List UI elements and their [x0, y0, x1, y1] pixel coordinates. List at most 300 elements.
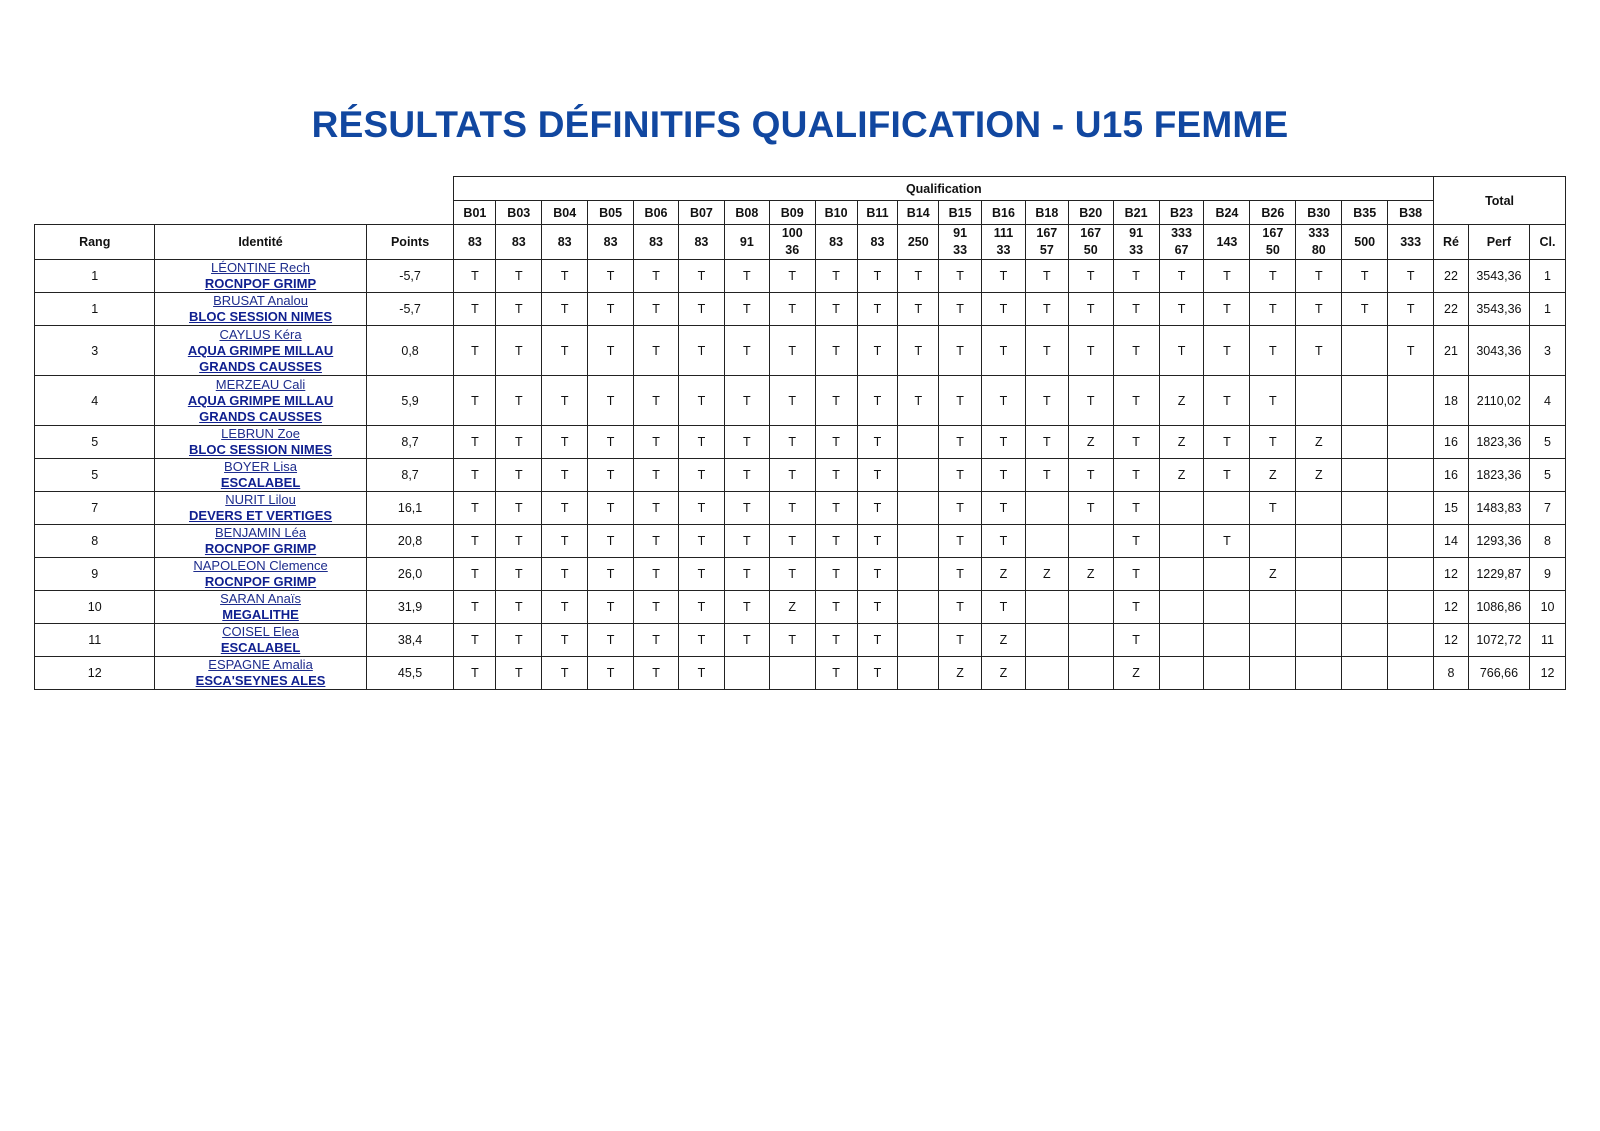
bloc-value-line: 167	[1262, 226, 1284, 240]
bloc-header: B05	[588, 201, 634, 225]
page-title: RÉSULTATS DÉFINITIFS QUALIFICATION - U15 FEMME	[311, 104, 1289, 145]
athlete-name-link[interactable]: NAPOLEON Clemence	[193, 558, 328, 573]
result-cell: Z	[982, 558, 1026, 591]
result-cell: T	[634, 558, 679, 591]
bloc-value-line: 83	[870, 234, 885, 249]
result-cell: T	[857, 426, 898, 459]
points-cell: 20,8	[366, 525, 454, 558]
result-cell: T	[898, 293, 939, 326]
bloc-value	[1250, 225, 1296, 260]
result-cell: T	[454, 326, 496, 376]
result-cell	[1342, 624, 1388, 657]
table-row	[35, 558, 1566, 591]
club-link[interactable]: AQUA GRIMPE MILLAU	[187, 342, 334, 358]
re-cell: 12	[1434, 624, 1469, 657]
rang-cell: 9	[35, 558, 155, 591]
bloc-value-line: 83	[649, 234, 663, 249]
bloc-header: B38	[1388, 201, 1434, 225]
result-cell: T	[588, 591, 634, 624]
athlete-name-link[interactable]: CAYLUS Kéra	[219, 326, 302, 342]
re-header: Ré	[1434, 225, 1469, 260]
result-cell: T	[634, 525, 679, 558]
result-cell: T	[1204, 293, 1250, 326]
bloc-value	[454, 225, 496, 260]
result-cell: T	[588, 376, 634, 426]
athlete-name-link[interactable]: NURIT Lilou	[225, 492, 296, 507]
result-cell	[1296, 624, 1342, 657]
result-cell: T	[724, 492, 769, 525]
cl-cell: 10	[1530, 591, 1566, 624]
club-link[interactable]: ESCALABEL	[220, 640, 301, 655]
result-cell: T	[454, 459, 496, 492]
result-cell: T	[769, 260, 815, 293]
cl-cell: 4	[1530, 376, 1566, 426]
points-cell: 31,9	[366, 591, 454, 624]
result-cell: T	[542, 624, 588, 657]
result-cell: T	[1068, 376, 1113, 426]
athlete-name-link[interactable]: BENJAMIN Léa	[215, 525, 307, 540]
header-blank	[35, 201, 454, 225]
re-cell: 16	[1434, 426, 1469, 459]
club-link[interactable]: ESCALABEL	[220, 475, 301, 490]
result-cell	[1068, 525, 1113, 558]
bloc-header: B08	[724, 201, 769, 225]
result-cell: T	[542, 293, 588, 326]
result-cell: T	[496, 624, 542, 657]
perf-cell: 2110,02	[1468, 376, 1529, 426]
result-cell: T	[1025, 426, 1068, 459]
result-cell: T	[1296, 326, 1342, 376]
result-cell	[1342, 376, 1388, 426]
result-cell	[898, 525, 939, 558]
bloc-value-line: 111	[993, 226, 1014, 240]
result-cell: T	[857, 492, 898, 525]
result-cell: T	[724, 624, 769, 657]
result-cell: T	[588, 260, 634, 293]
perf-cell: 3543,36	[1468, 260, 1529, 293]
result-cell	[1388, 624, 1434, 657]
result-cell	[898, 426, 939, 459]
bloc-header: B10	[815, 201, 857, 225]
table-row	[35, 591, 1566, 624]
result-cell: T	[1113, 591, 1159, 624]
result-cell: T	[634, 376, 679, 426]
result-cell: Z	[1159, 426, 1204, 459]
table-row	[35, 293, 1566, 326]
result-cell: T	[982, 293, 1026, 326]
result-cell: Z	[1068, 558, 1113, 591]
result-cell	[898, 591, 939, 624]
result-cell	[1342, 459, 1388, 492]
result-cell: Z	[769, 591, 815, 624]
result-cell: T	[1296, 293, 1342, 326]
result-cell: T	[634, 426, 679, 459]
result-cell: T	[1388, 260, 1434, 293]
result-cell: T	[1204, 326, 1250, 376]
result-cell: T	[939, 525, 982, 558]
bloc-header: B26	[1250, 201, 1296, 225]
athlete-name-link[interactable]: ESPAGNE Amalia	[208, 657, 313, 672]
table-row	[35, 326, 1566, 376]
cl-cell: 11	[1530, 624, 1566, 657]
result-cell: T	[982, 459, 1026, 492]
result-cell: T	[678, 591, 724, 624]
result-cell: T	[678, 558, 724, 591]
re-cell: 8	[1434, 657, 1469, 690]
result-cell	[898, 657, 939, 690]
bloc-value	[898, 225, 939, 260]
result-cell	[1388, 459, 1434, 492]
bloc-value	[769, 225, 815, 260]
result-cell: T	[815, 525, 857, 558]
result-cell: T	[982, 376, 1026, 426]
result-cell: T	[815, 326, 857, 376]
result-cell: T	[454, 624, 496, 657]
result-cell	[1388, 376, 1434, 426]
result-cell: T	[1159, 260, 1204, 293]
result-cell: T	[496, 260, 542, 293]
result-cell: T	[496, 326, 542, 376]
cl-cell: 1	[1530, 260, 1566, 293]
bloc-value-line: 83	[829, 234, 844, 249]
result-cell: T	[1113, 293, 1159, 326]
result-cell: T	[724, 293, 769, 326]
result-cell: T	[1342, 293, 1388, 326]
result-cell: Z	[1025, 558, 1068, 591]
result-cell: T	[939, 624, 982, 657]
result-cell: T	[724, 558, 769, 591]
result-cell: T	[939, 293, 982, 326]
perf-cell: 3043,36	[1468, 326, 1529, 376]
bloc-header: B20	[1068, 201, 1113, 225]
bloc-value	[1204, 225, 1250, 260]
result-cell: T	[542, 459, 588, 492]
rang-cell: 12	[35, 657, 155, 690]
rang-header: Rang	[35, 225, 155, 260]
result-cell	[1159, 624, 1204, 657]
athlete-name-link[interactable]: COISEL Elea	[222, 624, 299, 639]
result-cell: T	[724, 260, 769, 293]
result-cell	[1342, 326, 1388, 376]
result-cell: T	[857, 376, 898, 426]
result-cell	[1025, 624, 1068, 657]
bloc-value	[1025, 225, 1068, 260]
points-cell: 8,7	[366, 459, 454, 492]
result-cell	[1388, 426, 1434, 459]
result-cell	[1204, 492, 1250, 525]
bloc-value	[1068, 225, 1113, 260]
points-cell: 8,7	[366, 426, 454, 459]
result-cell	[1204, 591, 1250, 624]
result-cell: Z	[982, 657, 1026, 690]
result-cell: T	[1113, 558, 1159, 591]
cl-cell: 12	[1530, 657, 1566, 690]
result-cell: T	[496, 426, 542, 459]
club-link[interactable]: ROCNPOF GRIMP	[204, 574, 317, 589]
result-cell: Z	[1068, 426, 1113, 459]
result-cell: T	[1113, 624, 1159, 657]
result-cell: T	[1250, 492, 1296, 525]
result-cell: T	[1296, 260, 1342, 293]
points-cell: 5,9	[366, 376, 454, 426]
bloc-value-line: 143	[1216, 234, 1238, 249]
result-cell: T	[939, 492, 982, 525]
re-cell: 16	[1434, 459, 1469, 492]
result-cell: T	[982, 426, 1026, 459]
bloc-value-line: 167	[1080, 226, 1102, 240]
result-cell	[898, 624, 939, 657]
result-cell: T	[724, 376, 769, 426]
rang-cell: 1	[35, 293, 155, 326]
perf-cell: 766,66	[1468, 657, 1529, 690]
result-cell: T	[588, 426, 634, 459]
bloc-value-line: 333	[1171, 226, 1192, 240]
result-cell: T	[496, 558, 542, 591]
result-cell	[1250, 591, 1296, 624]
bloc-header: B23	[1159, 201, 1204, 225]
result-cell: T	[815, 426, 857, 459]
result-cell	[1159, 525, 1204, 558]
result-cell	[1204, 624, 1250, 657]
result-cell: T	[1025, 326, 1068, 376]
result-cell: T	[769, 459, 815, 492]
result-cell: T	[454, 293, 496, 326]
result-cell: Z	[982, 624, 1026, 657]
rang-cell: 5	[35, 459, 155, 492]
cl-cell: 7	[1530, 492, 1566, 525]
athlete-name-link[interactable]: BOYER Lisa	[224, 459, 298, 474]
result-cell: T	[542, 326, 588, 376]
result-cell	[1068, 624, 1113, 657]
result-cell: T	[588, 525, 634, 558]
club-link[interactable]: BLOC SESSION NIMES	[189, 442, 333, 457]
result-cell: T	[815, 657, 857, 690]
result-cell: T	[542, 260, 588, 293]
result-cell: T	[1068, 326, 1113, 376]
bloc-value	[634, 225, 679, 260]
rang-cell: 4	[35, 376, 155, 426]
result-cell: Z	[1296, 459, 1342, 492]
result-cell: T	[982, 492, 1026, 525]
result-cell: T	[1113, 426, 1159, 459]
rang-cell: 7	[35, 492, 155, 525]
bloc-value-line: 83	[557, 234, 572, 249]
bloc-header: B09	[769, 201, 815, 225]
result-cell	[1388, 591, 1434, 624]
result-cell: Z	[1296, 426, 1342, 459]
points-cell: 0,8	[366, 326, 454, 376]
re-cell: 12	[1434, 558, 1469, 591]
result-cell: T	[982, 326, 1026, 376]
result-cell: Z	[1159, 459, 1204, 492]
identity-cell	[155, 492, 366, 525]
bloc-value-line: 33	[953, 243, 968, 257]
result-cell: T	[634, 624, 679, 657]
result-cell: T	[542, 558, 588, 591]
result-cell: T	[857, 459, 898, 492]
result-cell	[1068, 591, 1113, 624]
result-cell: T	[542, 591, 588, 624]
header-row-bloc-names	[35, 201, 1566, 225]
result-cell	[1388, 558, 1434, 591]
result-cell: T	[939, 260, 982, 293]
athlete-name-link[interactable]: BRUSAT Analou	[213, 293, 308, 308]
result-cell: T	[634, 326, 679, 376]
identity-cell	[155, 591, 366, 624]
bloc-value	[542, 225, 588, 260]
cl-cell: 5	[1530, 459, 1566, 492]
club-link[interactable]: GRANDS CAUSSES	[199, 358, 322, 374]
athlete-name-link[interactable]: LEBRUN Zoe	[221, 426, 300, 441]
identity-cell	[155, 293, 366, 326]
result-cell: T	[982, 260, 1026, 293]
bloc-value	[724, 225, 769, 260]
result-cell	[1342, 591, 1388, 624]
result-cell: Z	[1250, 459, 1296, 492]
result-cell	[1342, 525, 1388, 558]
result-cell: T	[678, 260, 724, 293]
cl-cell: 1	[1530, 293, 1566, 326]
re-cell: 12	[1434, 591, 1469, 624]
result-cell: T	[815, 591, 857, 624]
bloc-value	[1388, 225, 1434, 260]
result-cell: T	[588, 459, 634, 492]
bloc-header: B14	[898, 201, 939, 225]
result-cell: T	[769, 376, 815, 426]
result-cell: T	[857, 525, 898, 558]
result-cell: T	[1388, 326, 1434, 376]
result-cell	[1025, 492, 1068, 525]
result-cell: Z	[1250, 558, 1296, 591]
result-cell	[1250, 657, 1296, 690]
perf-cell: 1086,86	[1468, 591, 1529, 624]
re-cell: 14	[1434, 525, 1469, 558]
result-cell	[1296, 376, 1342, 426]
identity-cell	[155, 525, 366, 558]
result-cell	[898, 558, 939, 591]
result-cell: T	[454, 492, 496, 525]
points-cell: -5,7	[366, 293, 454, 326]
header-row-qualification	[35, 177, 1566, 201]
result-cell: T	[1204, 260, 1250, 293]
header-blank	[35, 177, 454, 201]
results-body	[35, 260, 1566, 690]
bloc-value	[588, 225, 634, 260]
result-cell	[1159, 558, 1204, 591]
bloc-header: B06	[634, 201, 679, 225]
result-cell: T	[769, 525, 815, 558]
result-cell: T	[857, 624, 898, 657]
result-cell: T	[939, 376, 982, 426]
cl-cell: 3	[1530, 326, 1566, 376]
bloc-value	[1342, 225, 1388, 260]
result-cell: T	[815, 558, 857, 591]
club-link[interactable]: MEGALITHE	[222, 607, 299, 622]
result-cell: T	[1204, 459, 1250, 492]
result-cell: T	[1113, 260, 1159, 293]
bloc-header: B21	[1113, 201, 1159, 225]
bloc-header: B04	[542, 201, 588, 225]
result-cell: T	[634, 657, 679, 690]
athlete-name-link[interactable]: SARAN Anaïs	[220, 591, 302, 606]
bloc-value-line: 80	[1311, 243, 1326, 257]
result-cell: T	[542, 525, 588, 558]
result-cell: T	[724, 591, 769, 624]
result-cell: T	[982, 591, 1026, 624]
table-row	[35, 376, 1566, 426]
result-cell: T	[1113, 376, 1159, 426]
rang-cell: 1	[35, 260, 155, 293]
bloc-value-line: 91	[1129, 226, 1144, 240]
club-link[interactable]: ROCNPOF GRIMP	[204, 541, 317, 556]
result-cell: T	[634, 591, 679, 624]
athlete-name-link[interactable]: LÉONTINE Rech	[211, 260, 311, 275]
result-cell: Z	[1159, 376, 1204, 426]
rang-cell: 8	[35, 525, 155, 558]
result-cell: T	[542, 376, 588, 426]
result-cell	[1250, 525, 1296, 558]
club-link[interactable]: GRANDS CAUSSES	[199, 408, 322, 424]
result-cell: Z	[939, 657, 982, 690]
bloc-value-line: 83	[467, 234, 482, 249]
result-cell: T	[939, 591, 982, 624]
perf-cell: 1823,36	[1468, 459, 1529, 492]
result-cell: T	[588, 558, 634, 591]
bloc-value	[678, 225, 724, 260]
result-cell: T	[542, 492, 588, 525]
result-cell: T	[815, 260, 857, 293]
points-cell: 45,5	[366, 657, 454, 690]
result-cell: T	[454, 525, 496, 558]
club-link[interactable]: ROCNPOF GRIMP	[204, 276, 317, 291]
result-cell	[1342, 426, 1388, 459]
result-cell: T	[588, 492, 634, 525]
result-cell: T	[1250, 426, 1296, 459]
result-cell	[1068, 657, 1113, 690]
result-cell: T	[678, 525, 724, 558]
result-cell: T	[982, 525, 1026, 558]
result-cell: T	[496, 591, 542, 624]
result-cell: T	[1068, 459, 1113, 492]
bloc-value	[939, 225, 982, 260]
club-link[interactable]: AQUA GRIMPE MILLAU	[187, 392, 334, 408]
athlete-name-link[interactable]: MERZEAU Cali	[215, 376, 306, 392]
result-cell: T	[1250, 326, 1296, 376]
bloc-value-line: 250	[907, 234, 929, 249]
club-link[interactable]: DEVERS ET VERTIGES	[189, 508, 333, 523]
perf-cell: 1293,36	[1468, 525, 1529, 558]
result-cell: T	[815, 492, 857, 525]
result-cell	[769, 657, 815, 690]
club-link[interactable]: ESCA'SEYNES ALES	[195, 673, 326, 688]
table-row	[35, 624, 1566, 657]
result-cell: T	[678, 492, 724, 525]
cl-cell: 8	[1530, 525, 1566, 558]
result-cell: T	[724, 326, 769, 376]
result-cell: T	[815, 376, 857, 426]
bloc-header: B03	[496, 201, 542, 225]
result-cell: T	[1025, 293, 1068, 326]
result-cell: T	[1388, 293, 1434, 326]
club-link[interactable]: BLOC SESSION NIMES	[189, 309, 333, 324]
result-cell: T	[634, 459, 679, 492]
result-cell: T	[588, 293, 634, 326]
rang-cell: 11	[35, 624, 155, 657]
result-cell: T	[898, 376, 939, 426]
result-cell: T	[496, 459, 542, 492]
result-cell: T	[815, 293, 857, 326]
result-cell	[1296, 558, 1342, 591]
